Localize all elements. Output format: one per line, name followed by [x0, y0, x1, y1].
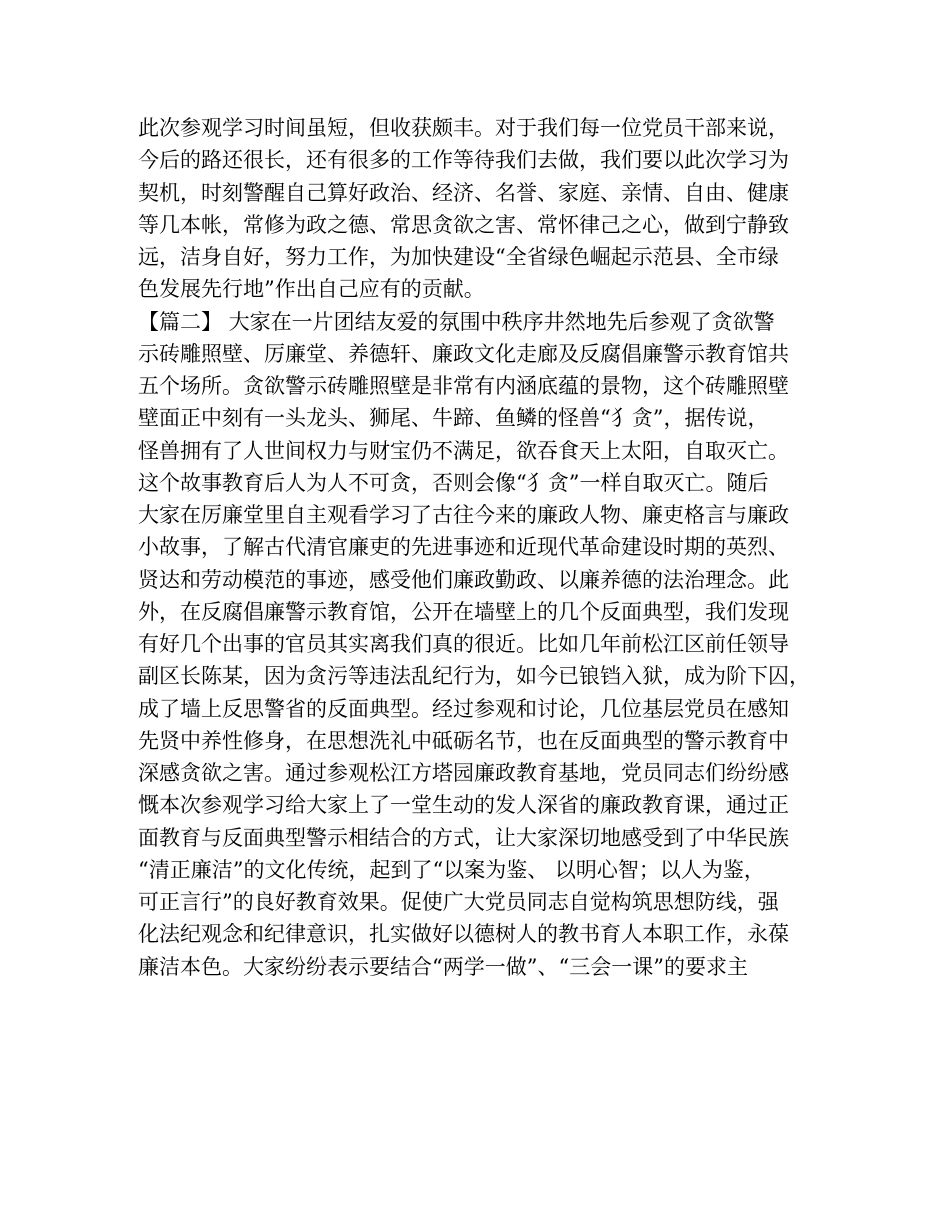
text-line: 小故事，了解古代清官廉吏的先进事迹和近现代革命建设时期的英烈、: [138, 535, 789, 560]
text-line: 廉洁本色。大家纷纷表示要结合“两学一做”、“三会一课”的要求主: [138, 954, 748, 979]
text-line: 这个故事教育后人为人不可贪，否则会像“犭贪”一样自取灭亡。随后: [138, 470, 769, 495]
text-line: “清正廉洁”的文化传统，起到了“以案为鉴、 以明心智；以人为鉴，: [138, 857, 765, 882]
body-text: [138, 112, 818, 983]
text-line: 怪兽拥有了人世间权力与财宝仍不满足，欲吞食天上太阳，自取灭亡。: [138, 438, 789, 463]
text-line: 色发展先行地”作出自己应有的贡献。: [138, 277, 485, 302]
text-line: 壁面正中刻有一头龙头、狮尾、牛蹄、鱼鳞的怪兽“犭贪”，据传说，: [138, 406, 769, 431]
text-line: 等几本帐，常修为政之德、常思贪欲之害、常怀律己之心，做到宁静致: [138, 212, 789, 237]
text-line: 面教育与反面典型警示相结合的方式，让大家深切地感受到了中华民族: [138, 825, 789, 850]
text-line: 慨本次参观学习给大家上了一堂生动的发人深省的廉政教育课，通过正: [138, 793, 789, 818]
text-line: 契机，时刻警醒自己算好政治、经济、名誉、家庭、亲情、自由、健康: [138, 180, 789, 205]
text-line: 深感贪欲之害。通过参观松江方塔园廉政教育基地，党员同志们纷纷感: [138, 761, 789, 785]
section-heading-line: 【篇二】 大家在一片团结友爱的氛围中秩序井然地先后参观了贪欲警: [138, 309, 775, 334]
text-line: 贤达和劳动模范的事迹，感受他们廉政勤政、以廉养德的法治理念。此: [138, 567, 789, 592]
text-line: 成了墙上反思警省的反面典型。经过参观和讨论，几位基层党员在感知: [138, 696, 789, 721]
text-line: 可正言行”的良好教育效果。促使广大党员同志自觉构筑思想防线，强: [138, 890, 779, 914]
text-line: 有好几个出事的官员其实离我们真的很近。比如几年前松江区前任领导: [138, 632, 789, 656]
text-line: 外，在反腐倡廉警示教育馆，公开在墙壁上的几个反面典型，我们发现: [138, 599, 789, 624]
text-line: 示砖雕照壁、厉廉堂、养德轩、廉政文化走廊及反腐倡廉警示教育馆共: [138, 341, 789, 366]
text-line: 此次参观学习时间虽短，但收获颇丰。对于我们每一位党员干部来说，: [138, 116, 789, 140]
text-line: 化法纪观念和纪律意识，扎实做好以德树人的教书育人本职工作，永葆: [138, 922, 789, 947]
text-line: 今后的路还很长，还有很多的工作等待我们去做，我们要以此次学习为: [138, 148, 789, 173]
text-line: 五个场所。贪欲警示砖雕照壁是非常有内涵底蕴的景物，这个砖雕照壁: [138, 374, 789, 398]
text-line: 副区长陈某，因为贪污等违法乱纪行为，如今已锒铛入狱，成为阶下囚，: [138, 664, 810, 689]
text-line: 远，洁身自好，努力工作，为加快建设“全省绿色崛起示范县、全市绿: [138, 245, 779, 269]
text-line: 大家在厉廉堂里自主观看学习了古往今来的廉政人物、廉吏格言与廉政: [138, 503, 789, 527]
text-line: 先贤中养性修身，在思想洗礼中砥砺名节，也在反面典型的警示教育中: [138, 728, 789, 753]
